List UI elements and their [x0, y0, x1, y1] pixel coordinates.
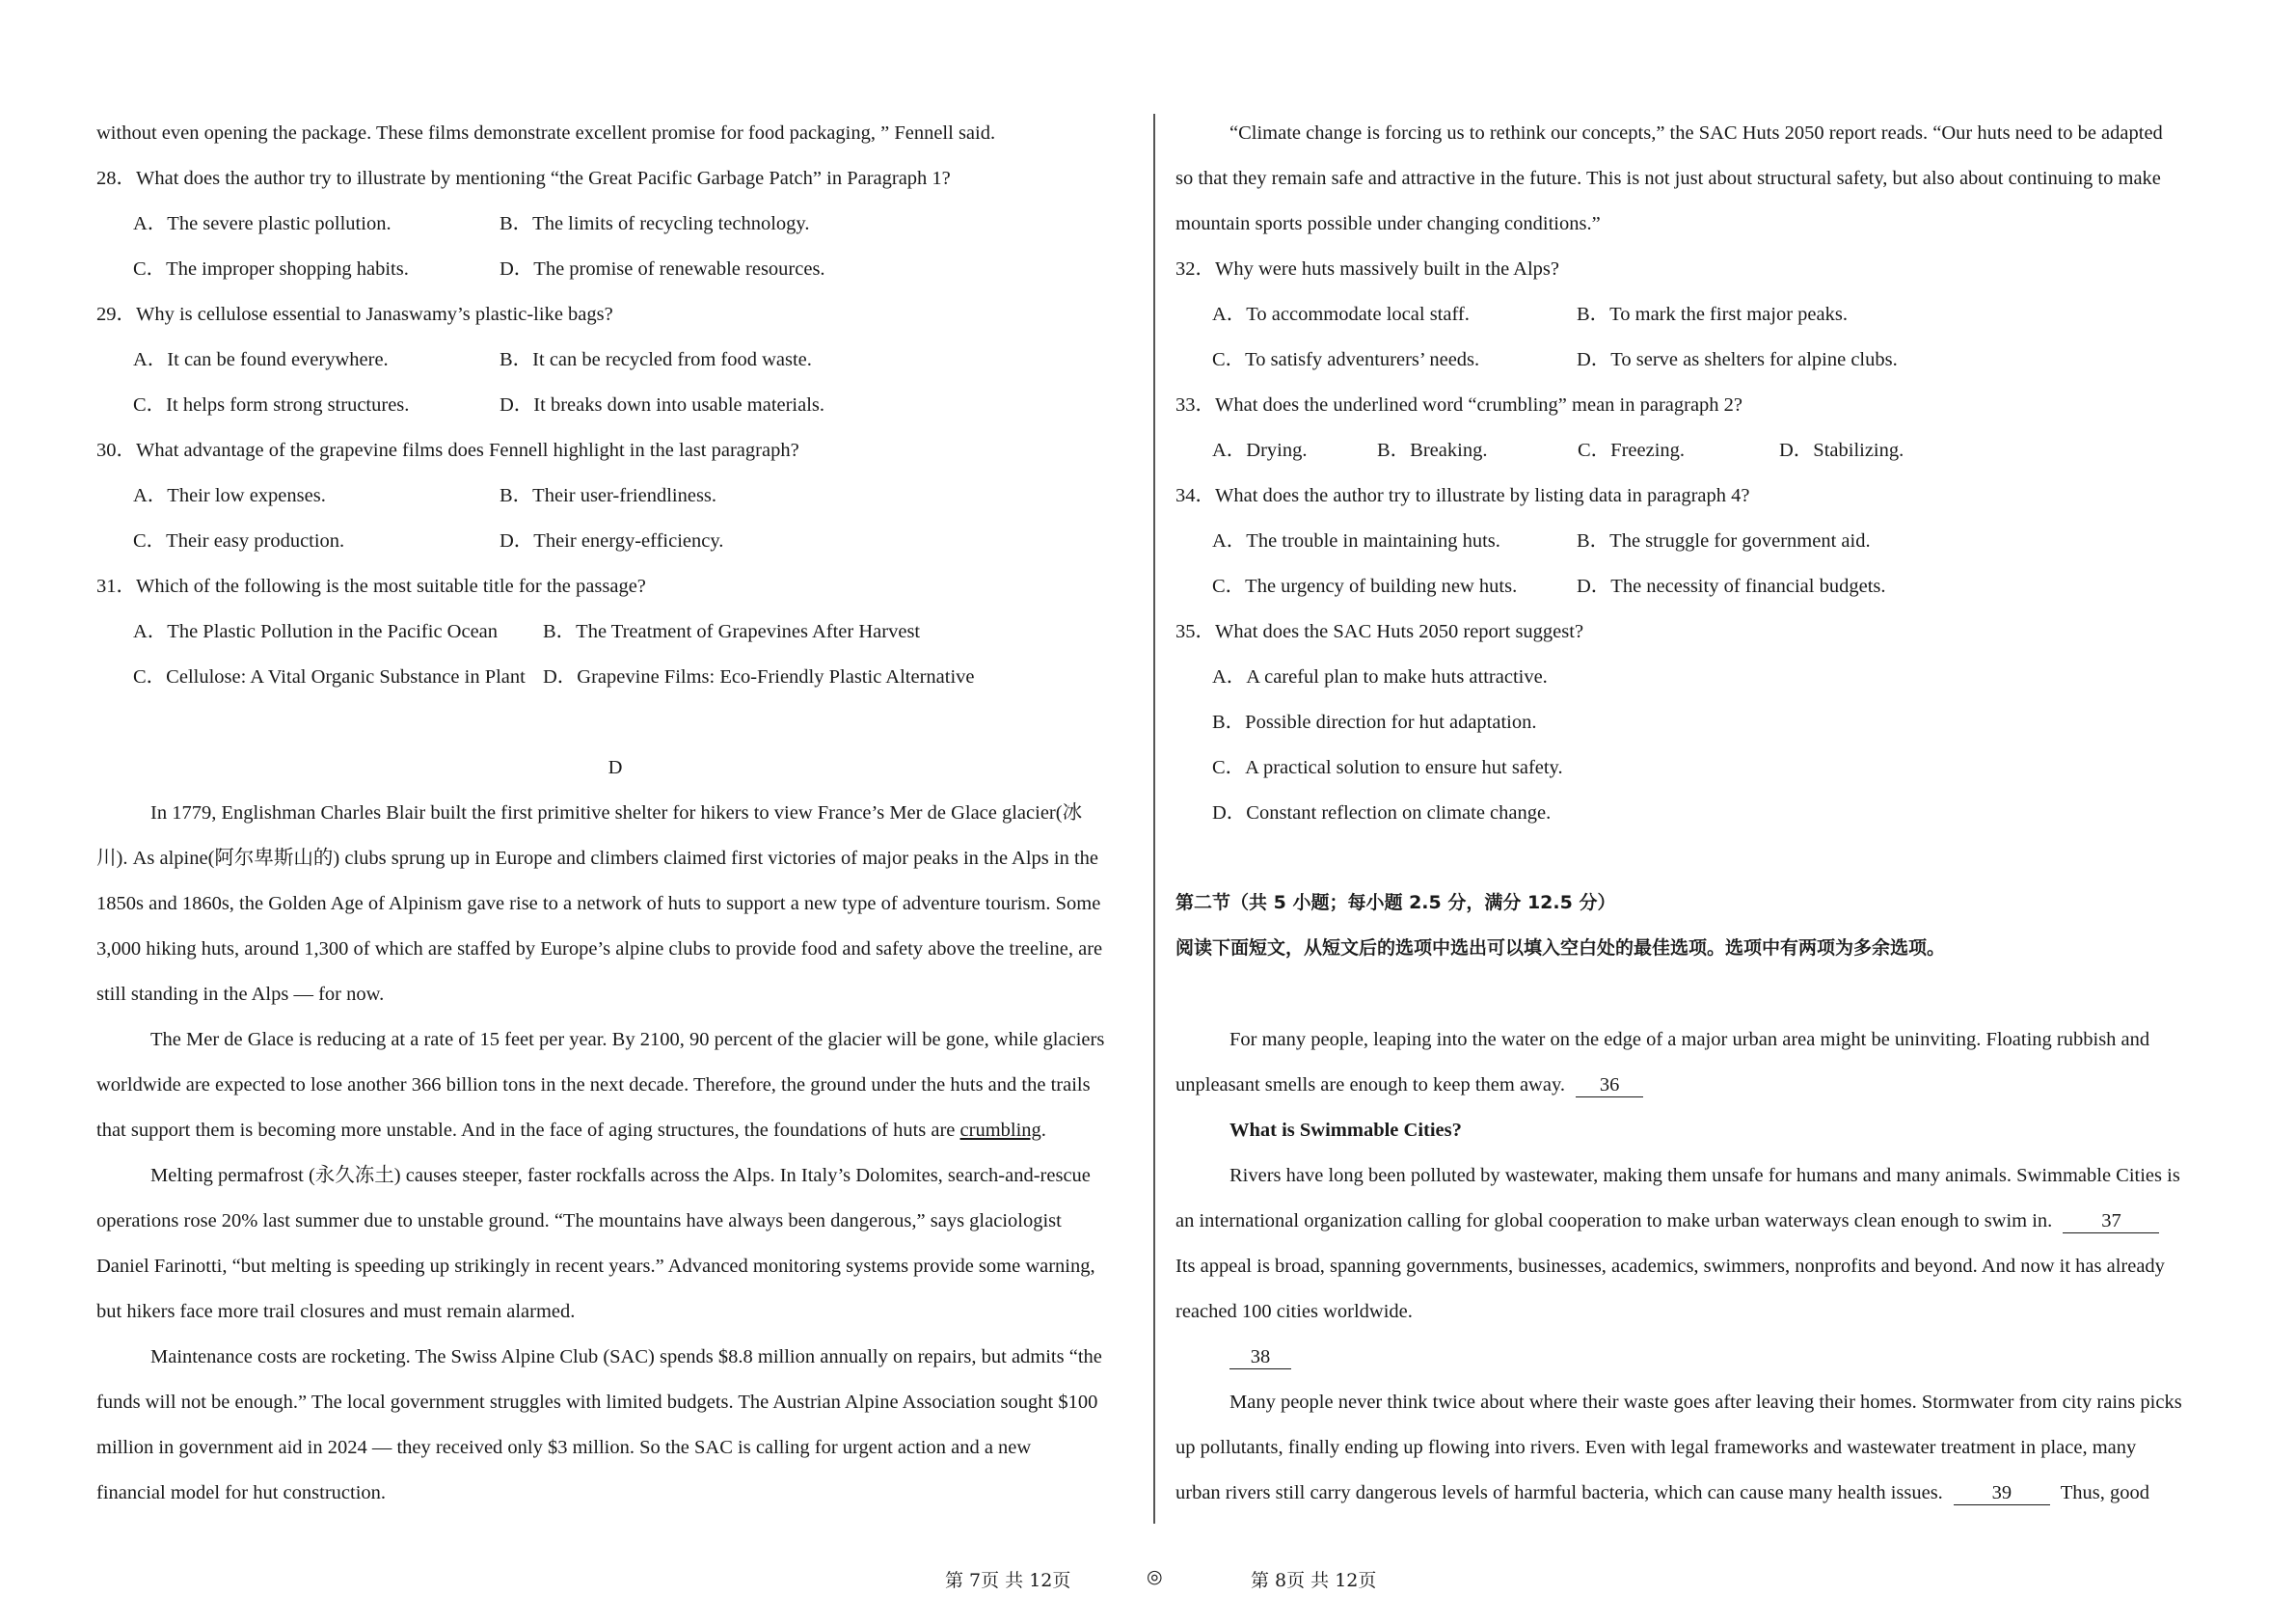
question-31-stem: 31．Which of the following is the most suitable title for the passage?: [96, 576, 646, 597]
section-2-title: 第二节（共 5 小题；每小题 2.5 分，满分 12.5 分）: [1175, 892, 1616, 913]
option-b[interactable]: B．Breaking.: [1377, 440, 1488, 461]
option-c[interactable]: C．A practical solution to ensure hut safety.: [1212, 757, 1563, 778]
question-28-options-row1: [96, 214, 809, 234]
question-35-stem: 35．What does the SAC Huts 2050 report suggest?: [1175, 621, 1584, 642]
passage-text: .: [1040, 1120, 1046, 1141]
option-c[interactable]: C．The urgency of building new huts.: [1212, 576, 1518, 597]
passage-line: [1175, 1075, 1649, 1097]
passage-line: up pollutants, finally ending up flowing into rivers. Even with legal frameworks and wastewater treatment in place, many: [1175, 1437, 2137, 1458]
passage-line-with-underline: [96, 1121, 1046, 1141]
page-number-right: 第 8页 共 12页: [1251, 1570, 1377, 1591]
question-33-stem: 33．What does the underlined word “crumbling” mean in paragraph 2?: [1175, 394, 1743, 416]
option-a[interactable]: A．The trouble in maintaining huts.: [1212, 530, 1500, 552]
blank-36[interactable]: 36: [1576, 1075, 1643, 1097]
passage-line: 川). As alpine(阿尔卑斯山的) clubs sprung up in Europe and climbers claimed first victories of major peaks in the Alps in the: [96, 848, 1099, 869]
question-32-stem: 32．Why were huts massively built in the Alps?: [1175, 258, 1559, 280]
option-b[interactable]: B．To mark the first major peaks.: [1577, 304, 1848, 325]
question-31-options-row1: [96, 622, 920, 642]
passage-line: For many people, leaping into the water on the edge of a major urban area might be uninviting. Floating rubbish and: [1229, 1029, 2150, 1050]
question-29-options-row2: [96, 395, 824, 416]
passage-line: operations rose 20% last summer due to unstable ground. “The mountains have always been dangerous,” says glaciologist: [96, 1210, 1062, 1231]
blank-39[interactable]: 39: [1954, 1483, 2050, 1505]
passage-text: that support them is becoming more unstable. And in the face of aging structures, the foundations of huts are: [96, 1120, 960, 1141]
passage-text: unpleasant smells are enough to keep them away.: [1175, 1074, 1565, 1096]
option-d[interactable]: D．The promise of renewable resources.: [500, 258, 825, 280]
option-d[interactable]: D．Stabilizing.: [1779, 440, 1904, 461]
option-d[interactable]: D．Their energy-efficiency.: [500, 530, 724, 552]
option-d[interactable]: D．It breaks down into usable materials.: [500, 394, 825, 416]
passage-line: The Mer de Glace is reducing at a rate of 15 feet per year. By 2100, 90 percent of the glacier will be gone, while glaciers: [150, 1029, 1105, 1050]
passage-line: 1850s and 1860s, the Golden Age of Alpinism gave rise to a network of huts to support a new type of adventure tourism. Some: [96, 893, 1101, 914]
passage-text: an international organization calling for global cooperation to make urban waterways clean enough to swim in.: [1175, 1210, 2053, 1231]
passage-line: [1175, 1483, 2149, 1505]
question-31-options-row2: [96, 667, 975, 688]
question-29-options-row1: [96, 350, 812, 370]
passage-heading: What is Swimmable Cities?: [1229, 1120, 1462, 1141]
question-30-options-row2: [96, 531, 723, 552]
section-letter: D: [608, 757, 623, 778]
option-d[interactable]: D．Grapevine Films: Eco-Friendly Plastic Alternative: [543, 666, 975, 688]
question-30-stem: 30．What advantage of the grapevine films does Fennell highlight in the last paragraph?: [96, 440, 799, 461]
option-b[interactable]: B．The Treatment of Grapevines After Harvest: [543, 621, 921, 642]
option-d[interactable]: D．The necessity of financial budgets.: [1577, 576, 1886, 597]
passage-line: so that they remain safe and attractive in the future. This is not just about structural safety, but also about continuing to make: [1175, 168, 2161, 189]
underlined-word: crumbling: [959, 1120, 1041, 1141]
question-34-options-row1: [1175, 531, 1871, 552]
passage-line: reached 100 cities worldwide.: [1175, 1301, 1413, 1322]
option-a[interactable]: A．Their low expenses.: [133, 485, 326, 506]
option-d[interactable]: D．To serve as shelters for alpine clubs.: [1577, 349, 1898, 370]
option-b[interactable]: B．It can be recycled from food waste.: [500, 349, 812, 370]
option-c[interactable]: C．Cellulose: A Vital Organic Substance in Plant: [133, 666, 526, 688]
question-32-options-row1: [1175, 305, 1848, 325]
question-33-options: [1175, 441, 1904, 461]
page-number-left: 第 7页 共 12页: [945, 1570, 1071, 1591]
passage-line: Maintenance costs are rocketing. The Swiss Alpine Club (SAC) spends $8.8 million annually on repairs, but admits “the: [150, 1346, 1102, 1367]
passage-line: Its appeal is broad, spanning governments, businesses, academics, swimmers, nonprofits and beyond. And now it has already: [1175, 1256, 2165, 1277]
option-a[interactable]: A．To accommodate local staff.: [1212, 304, 1470, 325]
blank-38[interactable]: 38: [1229, 1347, 1291, 1369]
option-b[interactable]: B．Their user-friendliness.: [500, 485, 717, 506]
option-b[interactable]: B．Possible direction for hut adaptation.: [1212, 712, 1537, 733]
passage-line: 3,000 hiking huts, around 1,300 of which are staffed by Europe’s alpine clubs to provide food and safety above the treeline, are: [96, 938, 1103, 960]
option-c[interactable]: C．Their easy production.: [133, 530, 345, 552]
question-32-options-row2: [1175, 350, 1898, 370]
passage-line: funds will not be enough.” The local government struggles with limited budgets. The Austrian Alpine Association sought $100: [96, 1392, 1098, 1413]
option-c[interactable]: C．To satisfy adventurers’ needs.: [1212, 349, 1480, 370]
passage-line: but hikers face more trail closures and must remain alarmed.: [96, 1301, 576, 1322]
passage-line: Rivers have long been polluted by wastewater, making them unsafe for humans and many animals. Swimmable Cities is: [1229, 1165, 2180, 1186]
blank-line: [1175, 1347, 1297, 1369]
passage-line: million in government aid in 2024 — they received only $3 million. So the SAC is calling for urgent action and a new: [96, 1437, 1032, 1458]
option-c[interactable]: C．Freezing.: [1578, 440, 1686, 461]
option-a[interactable]: A．A careful plan to make huts attractive.: [1212, 666, 1548, 688]
passage-line: Melting permafrost (永久冻土) causes steeper, faster rockfalls across the Alps. In Italy’s Dolomites, search-and-rescue: [150, 1165, 1091, 1186]
option-d[interactable]: D．Constant reflection on climate change.: [1212, 802, 1552, 824]
column-divider: [1153, 114, 1155, 1524]
question-34-options-row2: [1175, 577, 1886, 597]
question-28-options-row2: [96, 259, 825, 280]
copyright-symbol: ◎: [1147, 1566, 1163, 1587]
option-a[interactable]: A．Drying.: [1212, 440, 1308, 461]
passage-line: worldwide are expected to lose another 366 billion tons in the next decade. Therefore, the ground under the huts and the trails: [96, 1074, 1091, 1096]
passage-line: “Climate change is forcing us to rethink our concepts,” the SAC Huts 2050 report reads. “Our huts need to be adapted: [1229, 122, 2163, 144]
option-b[interactable]: B．The struggle for government aid.: [1577, 530, 1871, 552]
passage-text: Thus, good: [2060, 1482, 2149, 1503]
passage-line: In 1779, Englishman Charles Blair built the first primitive shelter for hikers to view France’s Mer de Glace glacier(冰: [150, 802, 1083, 824]
passage-line: still standing in the Alps — for now.: [96, 984, 385, 1005]
option-b[interactable]: B．The limits of recycling technology.: [500, 213, 810, 234]
question-29-stem: 29．Why is cellulose essential to Janaswamy’s plastic-like bags?: [96, 304, 613, 325]
passage-line: [1175, 1211, 2165, 1233]
passage-text: urban rivers still carry dangerous levels of harmful bacteria, which can cause many health issues.: [1175, 1482, 1943, 1503]
blank-37[interactable]: 37: [2063, 1211, 2159, 1233]
option-c[interactable]: C．The improper shopping habits.: [133, 258, 409, 280]
option-a[interactable]: A．It can be found everywhere.: [133, 349, 389, 370]
passage-line: financial model for hut construction.: [96, 1482, 387, 1503]
passage-text-line: without even opening the package. These films demonstrate excellent promise for food packaging, ” Fennell said.: [96, 122, 996, 144]
question-28-stem: 28．What does the author try to illustrate by mentioning “the Great Pacific Garbage Patch” in Paragraph 1?: [96, 168, 951, 189]
question-30-options-row1: [96, 486, 716, 506]
option-a[interactable]: A．The severe plastic pollution.: [133, 213, 392, 234]
option-c[interactable]: C．It helps form strong structures.: [133, 394, 410, 416]
passage-line: Daniel Farinotti, “but melting is speeding up strikingly in recent years.” Advanced monitoring systems provide some warning,: [96, 1256, 1095, 1277]
passage-line: Many people never think twice about where their waste goes after leaving their homes. Stormwater from city rains picks: [1229, 1392, 2182, 1413]
passage-line: mountain sports possible under changing conditions.”: [1175, 213, 1601, 234]
section-2-instructions: 阅读下面短文，从短文后的选项中选出可以填入空白处的最佳选项。选项中有两项为多余选项。: [1175, 937, 1946, 959]
option-a[interactable]: A．The Plastic Pollution in the Pacific Ocean: [133, 621, 499, 642]
question-34-stem: 34．What does the author try to illustrate by listing data in paragraph 4?: [1175, 485, 1750, 506]
